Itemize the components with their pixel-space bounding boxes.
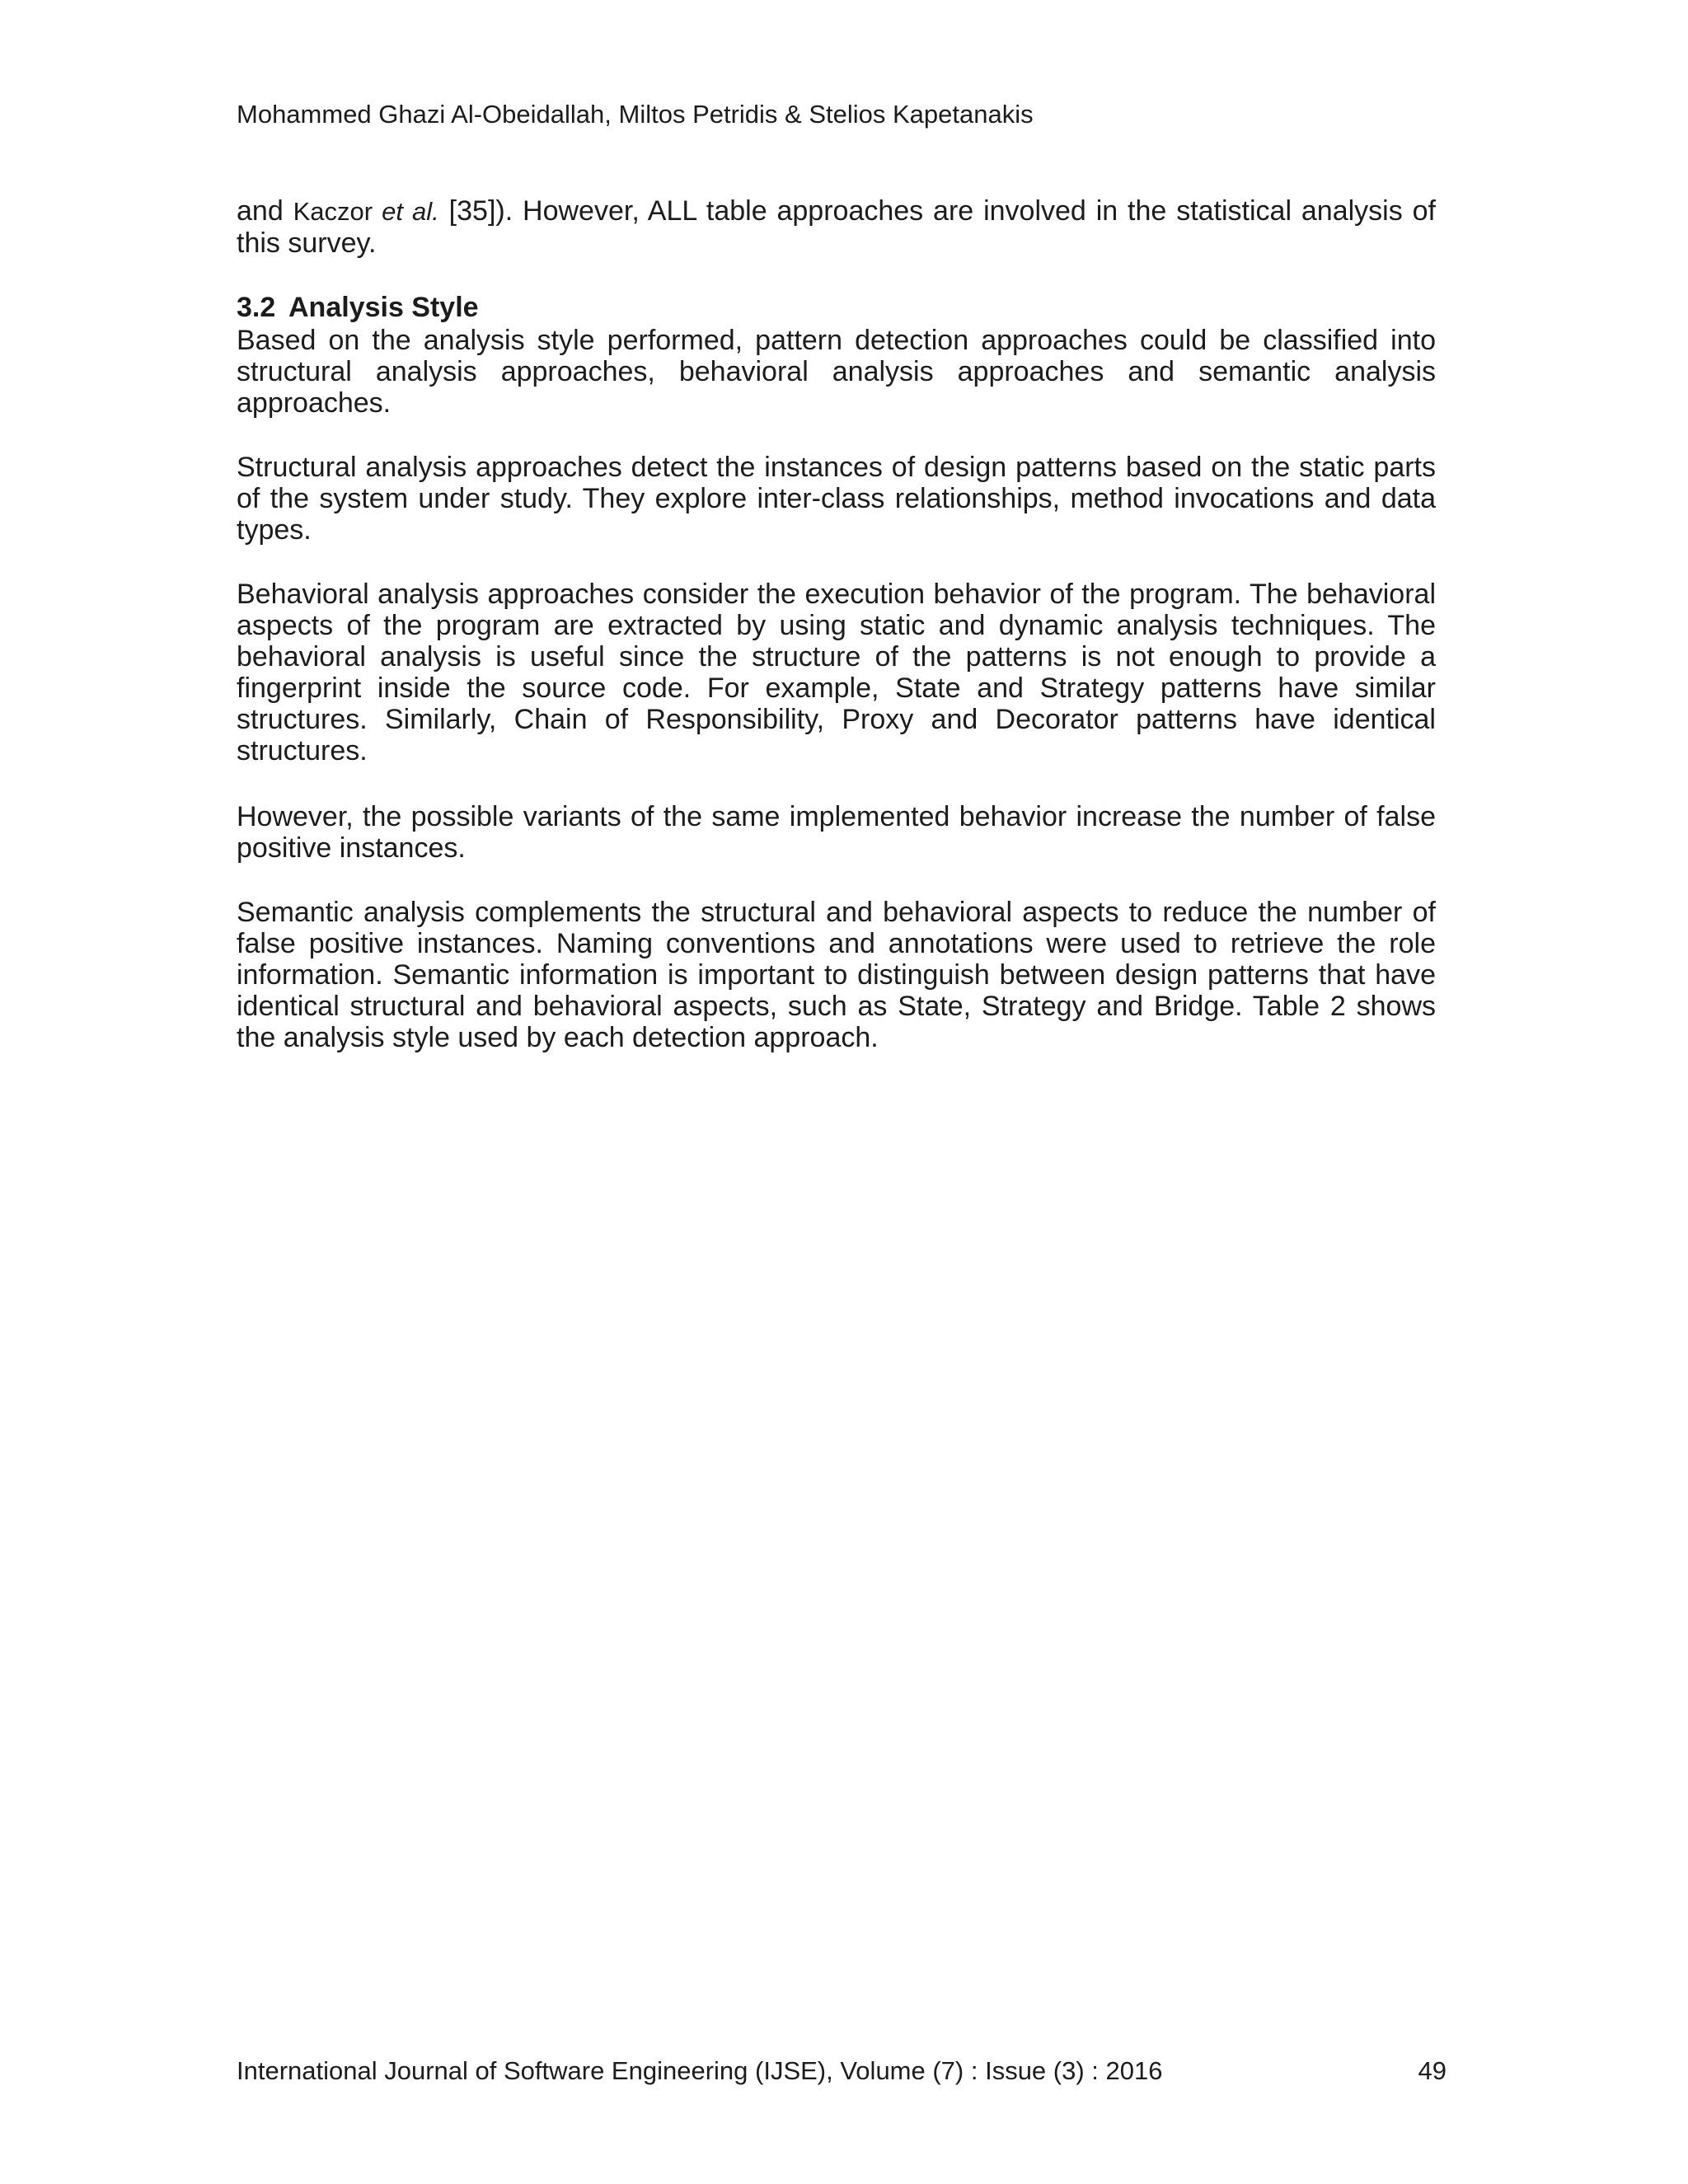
paragraph-structural-analysis: Structural analysis approaches detect the instances of design patterns based on the static parts of the system under study. They explore inter-class relationships, method invocations and data types. [237,452,1436,546]
footer-journal-line: International Journal of Software Engineering (IJSE), Volume (7) : Issue (3) : 2016 [237,2056,1163,2085]
page-footer [237,2055,1447,2087]
intro-remainder-text: [35]). However, ALL table approaches are involved in the statistical analysis of this survey. [237,195,1436,259]
paragraph-false-positives: However, the possible variants of the same implemented behavior increase the number of false positive instances. [237,801,1436,864]
paragraph-intro-continuation [237,195,1436,259]
section-number: 3.2 [237,292,276,323]
intro-et-al: et al. [382,197,439,226]
paragraph-semantic-analysis: Semantic analysis complements the structural and behavioral aspects to reduce the number of false positive instances. Naming conventions and annotations were used to retrieve the role information. Semantic information is important to distinguish between design patterns that have identical structural and behavioral aspects, such as State, Strategy and Bridge. Table 2 shows the analysis style used by each detection approach. [237,897,1436,1053]
page-content [237,99,1436,1086]
footer-page-number: 49 [1418,2056,1447,2085]
intro-author-name: Kaczor [293,197,382,226]
section-heading [237,292,1436,323]
intro-lead-text: and [237,195,293,227]
section-title: Analysis Style [288,292,479,323]
paragraph-behavioral-analysis: Behavioral analysis approaches consider the execution behavior of the program. The behavioral aspects of the program are extracted by using static and dynamic analysis techniques. The behavioral analysis is useful since the structure of the patterns is not enough to provide a fingerprint inside the source code. For example, State and Strategy patterns have similar structures. Similarly, Chain of Responsibility, Proxy and Decorator patterns have identical structures. [237,579,1436,766]
paragraph-analysis-style-classification: Based on the analysis style performed, pattern detection approaches could be classified into structural analysis approaches, behavioral analysis approaches and semantic analysis approaches. [237,325,1436,419]
running-header: Mohammed Ghazi Al-Obeidallah, Miltos Petridis & Stelios Kapetanakis [237,100,1034,129]
